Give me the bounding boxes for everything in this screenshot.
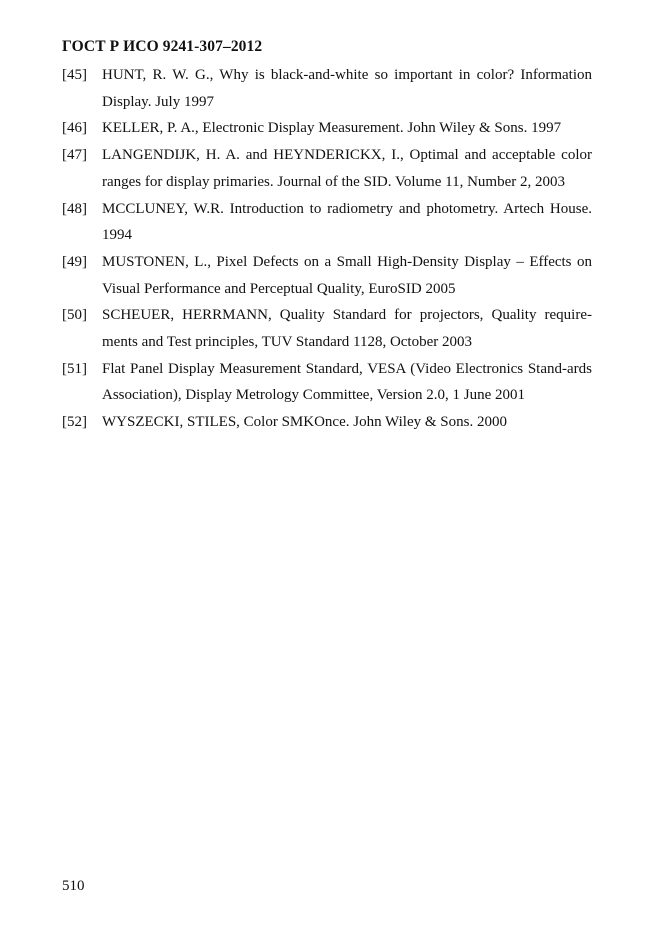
reference-text: HUNT, R. W. G., Why is black-and-white so important in color? Information Display. July 1997 xyxy=(102,67,592,110)
reference-item xyxy=(62,302,592,355)
reference-number: [51] xyxy=(62,360,87,377)
reference-number: [49] xyxy=(62,253,87,270)
reference-number: [48] xyxy=(62,200,87,217)
reference-text: MCCLUNEY, W.R. Introduction to radiometry and photometry. Artech House. 1994 xyxy=(102,200,592,244)
reference-text: Flat Panel Display Measurement Standard, VESA (Video Electronics Stand-ards Association), Display Metrology Committee, Version 2.0, 1 June 2001 xyxy=(102,360,592,404)
reference-number: [52] xyxy=(62,414,87,431)
reference-item xyxy=(62,196,592,249)
reference-text: LANGENDIJK, H. A. and HEYNDERICKX, I., Optimal and acceptable color ranges for display primaries. Journal of the SID. Volume 11, Number 2, 2003 xyxy=(102,147,592,190)
reference-number: [50] xyxy=(62,307,87,324)
reference-item xyxy=(62,142,592,195)
reference-text: KELLER, P. A., Electronic Display Measurement. John Wiley & Sons. 1997 xyxy=(102,120,562,137)
reference-item xyxy=(62,62,592,115)
reference-text: WYSZECKI, STILES, Color SMKOnce. John Wiley & Sons. 2000 xyxy=(102,414,507,431)
reference-item xyxy=(62,249,592,302)
reference-item xyxy=(62,356,592,409)
reference-item xyxy=(62,115,592,142)
reference-item xyxy=(62,409,592,436)
reference-number: [45] xyxy=(62,67,87,83)
reference-list xyxy=(62,62,592,436)
reference-number: [46] xyxy=(62,120,87,137)
reference-number: [47] xyxy=(62,147,87,164)
standard-header: ГОСТ Р ИСО 9241-307–2012 xyxy=(62,38,263,55)
page-number: 510 xyxy=(62,878,85,894)
reference-text: SCHEUER, HERRMANN, Quality Standard for projectors, Quality require-ments and Test principles, TUV Standard 1128, October 2003 xyxy=(102,307,592,351)
reference-text: MUSTONEN, L., Pixel Defects on a Small High-Density Display – Effects on Visual Performance and Perceptual Quality, EuroSID 2005 xyxy=(102,253,592,297)
